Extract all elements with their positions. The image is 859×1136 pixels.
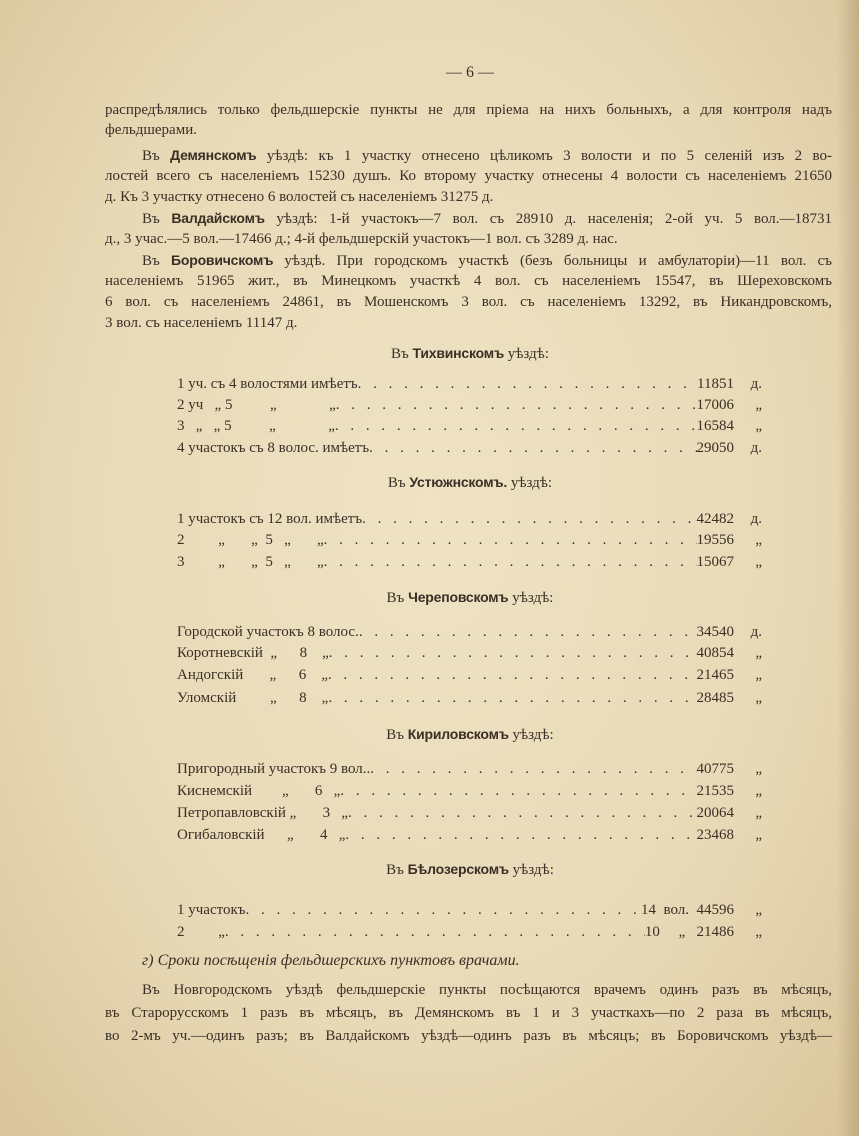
text-segment: въ Старорусскомъ 1 разъ въ мѣсяцъ, въ Демянскомъ въ 1 и 3 участкахъ—по 2 раза въ мѣсяцъ, bbox=[105, 1005, 832, 1021]
text-line bbox=[105, 292, 832, 312]
district-heading bbox=[170, 589, 770, 607]
dot-leader bbox=[225, 922, 645, 942]
dot-leader bbox=[358, 374, 697, 394]
row-label: 1 уч. съ 4 волостями имѣетъ bbox=[177, 376, 358, 392]
district-name: Тихвинскомъ bbox=[412, 345, 504, 361]
unit-label: д. bbox=[750, 376, 762, 392]
population-value: 15067 bbox=[696, 554, 734, 570]
district-name: Устюжнскомъ. bbox=[409, 474, 508, 490]
table-row bbox=[177, 374, 762, 394]
population-value: 11851 bbox=[697, 376, 734, 392]
text-line bbox=[142, 208, 832, 229]
row-label: 1 участокъ bbox=[177, 902, 246, 918]
unit-label: д. bbox=[750, 624, 762, 640]
population-value: 21465 bbox=[696, 667, 734, 683]
heading-text: Въ bbox=[386, 590, 409, 606]
text-segment: Въ Новгородскомъ уѣздѣ фельдшерскіе пункты посѣщаются врачемъ одинъ разъ въ мѣсяцъ, bbox=[142, 982, 832, 998]
row-label: Андогскій „ 6 „ bbox=[177, 667, 328, 683]
unit-label: „ bbox=[755, 418, 762, 434]
unit-label: „ bbox=[755, 761, 762, 777]
text-line bbox=[105, 1026, 832, 1046]
row-label: 2 „ bbox=[177, 924, 225, 940]
text-line bbox=[105, 166, 832, 186]
text-segment: распредѣлялись только фельдшерскіе пункты не для пріема на нихъ больныхъ, а для контроля надъ bbox=[105, 102, 832, 118]
population-value: 21535 bbox=[696, 783, 734, 799]
unit-label: „ bbox=[755, 783, 762, 799]
text-line bbox=[105, 271, 832, 291]
text-segment: д. Къ 3 участку отнесено 6 волостей съ населеніемъ 31275 д. bbox=[105, 189, 494, 205]
text-line bbox=[105, 1003, 832, 1023]
unit-label: „ bbox=[755, 902, 762, 918]
unit-label: „ bbox=[755, 827, 762, 843]
heading-text: Въ bbox=[386, 862, 408, 878]
table-row bbox=[177, 781, 762, 801]
dot-leader bbox=[324, 530, 697, 550]
heading-text: Въ bbox=[386, 727, 408, 743]
unit-label: „ bbox=[755, 690, 762, 706]
row-label: Уломскій „ 8 „ bbox=[177, 690, 329, 706]
text-segment: Въ bbox=[142, 148, 171, 164]
text-line bbox=[105, 229, 832, 249]
unit-label: д. bbox=[750, 511, 762, 527]
table-row bbox=[177, 552, 762, 572]
population-value: 10 „ 21486 bbox=[644, 924, 734, 940]
text-segment: д., 3 учас.—5 вол.—17466 д.; 4-й фельдшерскій участокъ—1 вол. съ 3289 д. нас. bbox=[105, 231, 618, 247]
unit-label: „ bbox=[755, 554, 762, 570]
district-name: Череповскомъ bbox=[408, 589, 509, 605]
text-segment: Въ bbox=[142, 211, 172, 227]
table-row bbox=[177, 509, 762, 529]
row-label: 2 уч „ 5 „ „ bbox=[177, 397, 336, 413]
text-segment: фельдшерами. bbox=[105, 122, 197, 138]
text-line bbox=[105, 120, 832, 140]
text-segment: 6 вол. съ населеніемъ 24861, въ Мошенскомъ 3 вол. съ населеніемъ 13292, въ Никандровскомъ, bbox=[105, 294, 832, 310]
row-label: 2 „ „ 5 „ „ bbox=[177, 532, 324, 548]
district-name: Валдайскомъ bbox=[171, 210, 265, 226]
population-value: 42482 bbox=[696, 511, 734, 527]
text-segment: населеніемъ 51965 жит., въ Минецкомъ участкѣ 4 вол. съ населеніемъ 15547, въ Шереховскомъ bbox=[105, 273, 832, 289]
population-value: 23468 bbox=[696, 827, 734, 843]
page-edge-shadow bbox=[837, 0, 859, 1136]
text-line bbox=[105, 313, 832, 333]
district-name: Боровичскомъ bbox=[171, 252, 274, 268]
population-value: 16584 bbox=[696, 418, 734, 434]
population-value: 20064 bbox=[696, 805, 734, 821]
text-segment: уѣздѣ: 1-й участокъ—7 вол. съ 28910 д. населенія; 2-ой уч. 5 вол.—18731 bbox=[264, 211, 832, 227]
text-line bbox=[142, 250, 832, 271]
dot-leader bbox=[328, 688, 696, 708]
heading-text: Въ bbox=[391, 346, 413, 362]
row-label: Петропавловскій „ 3 „ bbox=[177, 805, 348, 821]
heading-text: уѣздѣ: bbox=[508, 727, 554, 743]
text-line bbox=[105, 187, 832, 207]
row-label: 3 „ „ 5 „ „ bbox=[177, 554, 324, 570]
heading-text: Въ bbox=[387, 475, 410, 491]
table-row bbox=[177, 622, 762, 642]
unit-label: „ bbox=[755, 397, 762, 413]
district-name: Кириловскомъ bbox=[407, 726, 509, 742]
heading-text: уѣздѣ: bbox=[503, 346, 549, 362]
population-value: 17006 bbox=[696, 397, 734, 413]
text-line bbox=[105, 100, 832, 120]
population-value: 40775 bbox=[696, 761, 734, 777]
dot-leader bbox=[246, 900, 641, 920]
row-label: Пригородный участокъ 9 вол.. bbox=[177, 761, 371, 777]
dot-leader bbox=[359, 622, 697, 642]
population-value: 28485 bbox=[696, 690, 734, 706]
table-row bbox=[177, 643, 762, 663]
row-label: 1 участокъ съ 12 вол. имѣетъ bbox=[177, 511, 363, 527]
table-row bbox=[177, 900, 762, 920]
text-segment: лостей всего съ населеніемъ 15230 душъ. Ко второму участку отнесены 4 волости съ населеніемъ 21650 bbox=[105, 168, 832, 184]
unit-label: „ bbox=[755, 667, 762, 683]
table-row bbox=[177, 825, 762, 845]
dot-leader bbox=[369, 438, 696, 458]
table-row bbox=[177, 665, 762, 685]
section-heading: г) Сроки посѣщенія фельдшерскихъ пунктовъ врачами. bbox=[142, 952, 520, 969]
population-value: 40854 bbox=[696, 645, 734, 661]
table-row bbox=[177, 416, 762, 436]
district-name: Бѣлозерскомъ bbox=[407, 861, 509, 877]
row-label: Городской участокъ 8 волос. bbox=[177, 624, 359, 640]
row-label: Огибаловскій „ 4 „ bbox=[177, 827, 346, 843]
district-heading bbox=[170, 726, 770, 744]
table-row bbox=[177, 395, 762, 415]
table-row bbox=[177, 688, 762, 708]
population-value: 34540 bbox=[696, 624, 734, 640]
dot-leader bbox=[336, 395, 697, 415]
population-value: 14 вол. 44596 bbox=[640, 902, 734, 918]
dot-leader bbox=[340, 781, 696, 801]
text-segment: Въ bbox=[142, 253, 171, 269]
dot-leader bbox=[335, 416, 697, 436]
text-line bbox=[142, 145, 832, 166]
unit-label: „ bbox=[755, 805, 762, 821]
text-segment: уѣздѣ: къ 1 участку отнесено цѣликомъ 3 волости и по 5 селеній изъ 2 во- bbox=[256, 148, 833, 164]
district-heading bbox=[170, 474, 770, 492]
unit-label: „ bbox=[755, 645, 762, 661]
population-value: 29050 bbox=[696, 440, 734, 456]
unit-label: „ bbox=[755, 532, 762, 548]
heading-text: уѣздѣ: bbox=[508, 590, 554, 606]
text-segment: во 2-мъ уч.—одинъ разъ; въ Валдайскомъ уѣздѣ—одинъ разъ въ мѣсяцъ; въ Боровичскомъ уѣздѣ— bbox=[105, 1028, 832, 1044]
unit-label: д. bbox=[750, 440, 762, 456]
table-row bbox=[177, 922, 762, 942]
district-name: Демянскомъ bbox=[170, 147, 257, 163]
row-label: Киснемскій „ 6 „ bbox=[177, 783, 341, 799]
unit-label: „ bbox=[755, 924, 762, 940]
heading-text: уѣздѣ: bbox=[507, 475, 553, 491]
dot-leader bbox=[324, 552, 697, 572]
table-row bbox=[177, 759, 762, 779]
text-segment: уѣздѣ. При городскомъ участкѣ (безъ больницы и амбулаторіи)—11 вол. съ bbox=[273, 253, 833, 269]
dot-leader bbox=[328, 665, 697, 685]
row-label: Коротневскій „ 8 „ bbox=[177, 645, 329, 661]
dot-leader bbox=[362, 509, 696, 529]
row-label: 4 участокъ съ 8 волос. имѣетъ bbox=[177, 440, 370, 456]
dot-leader bbox=[345, 825, 696, 845]
dot-leader bbox=[348, 803, 697, 823]
row-label: 3 „ „ 5 „ „ bbox=[177, 418, 335, 434]
table-row bbox=[177, 803, 762, 823]
dot-leader bbox=[370, 759, 696, 779]
population-value: 19556 bbox=[696, 532, 734, 548]
text-line bbox=[142, 980, 832, 1000]
text-segment: 3 вол. съ населеніемъ 11147 д. bbox=[105, 315, 298, 331]
district-heading bbox=[170, 345, 770, 363]
heading-text: уѣздѣ: bbox=[508, 862, 554, 878]
page-number: — 6 — bbox=[446, 64, 494, 81]
table-row bbox=[177, 438, 762, 458]
table-row bbox=[177, 530, 762, 550]
dot-leader bbox=[329, 643, 697, 663]
district-heading bbox=[170, 861, 770, 879]
